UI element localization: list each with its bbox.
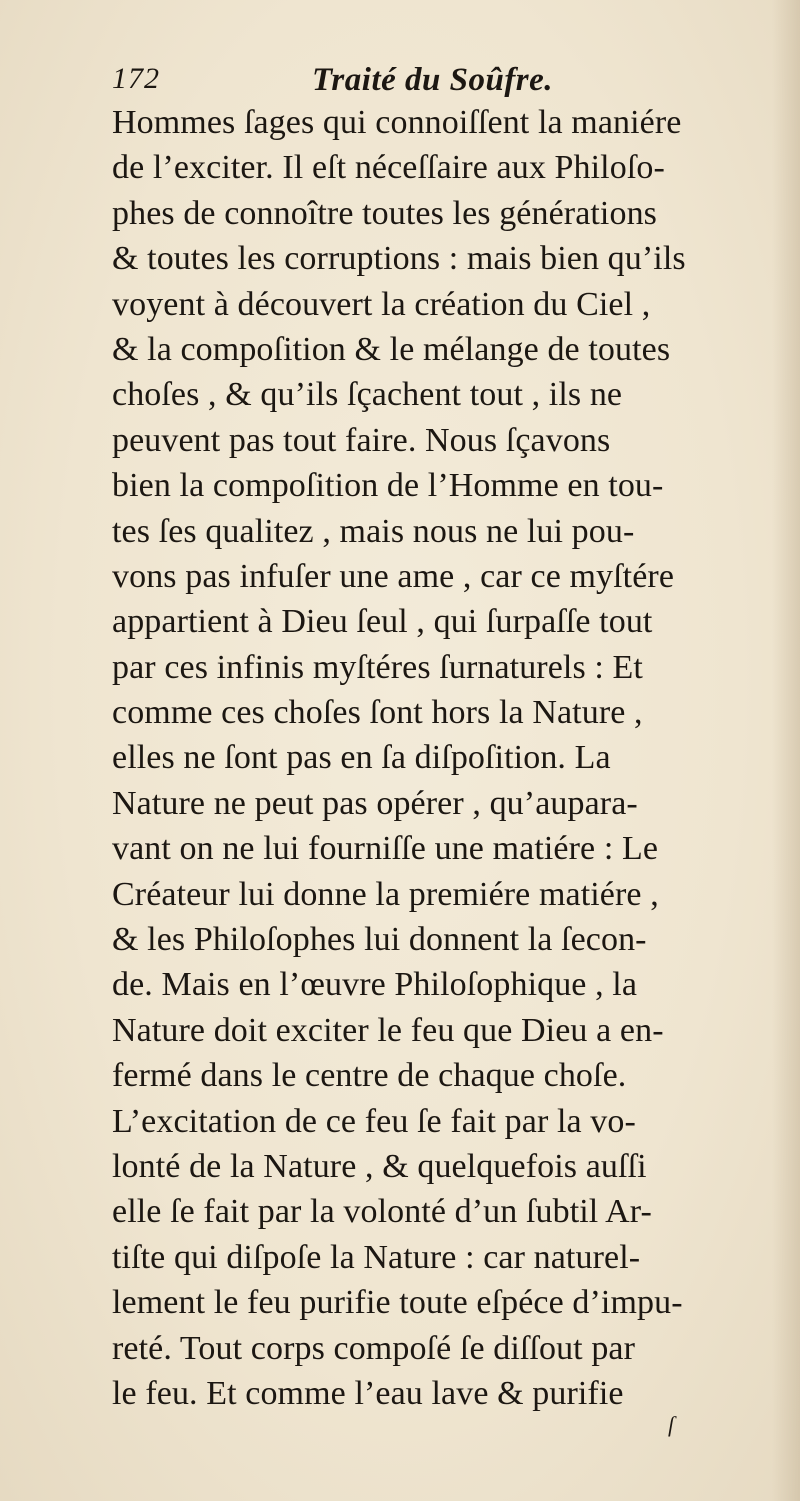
- text-line: Nature doit exciter le feu que Dieu a en-: [112, 1011, 664, 1049]
- text-line: bien la compoſition de l’Homme en tou-: [112, 467, 664, 505]
- text-line: Créateur lui donne la premiére matiére ,: [112, 875, 659, 913]
- text-line: appartient à Dieu ſeul , qui ſurpaſſe tout: [112, 603, 653, 641]
- text-line: elles ne ſont pas en ſa diſpoſition. La: [112, 739, 611, 777]
- text-line: comme ces choſes ſont hors la Nature ,: [112, 694, 643, 732]
- text-line: Hommes ſages qui connoiſſent la maniére: [112, 104, 682, 141]
- text-line: choſes , & qu’ils ſçachent tout , ils ne: [112, 376, 623, 414]
- text-line: & les Philoſophes lui donnent la ſecon-: [112, 921, 647, 959]
- text-line: lonté de la Nature , & quelquefois auſſi: [112, 1147, 647, 1185]
- text-line: elle ſe fait par la volonté d’un ſubtil Ar-: [112, 1193, 652, 1231]
- body-text: [112, 100, 792, 1416]
- text-line: & toutes les corruptions : mais bien qu’ils: [112, 240, 686, 278]
- text-line: de. Mais en l’œuvre Philoſophique , la: [112, 966, 638, 1004]
- text-line: lement le feu purifie toute eſpéce d’impu-: [112, 1284, 683, 1322]
- text-line: phes de connoître toutes les générations: [112, 194, 658, 232]
- page-number: 172: [112, 62, 160, 95]
- text-line: par ces infinis myſtéres ſurnaturels : Et: [112, 648, 643, 686]
- text-line: voyent à découvert la création du Ciel ,: [112, 285, 651, 323]
- text-line: vant on ne lui fourniſſe une matiére : Le: [112, 830, 659, 868]
- text-line: de l’exciter. Il eſt néceſſaire aux Philoſo-: [112, 149, 665, 187]
- text-line: fermé dans le centre de chaque choſe.: [112, 1057, 627, 1095]
- text-line: & la compoſition & le mélange de toutes: [112, 330, 671, 368]
- text-line: Nature ne peut pas opérer , qu’aupara-: [112, 784, 638, 822]
- text-line: reté. Tout corps compoſé ſe diſſout par: [112, 1329, 636, 1367]
- text-line: peuvent pas tout faire. Nous ſçavons: [112, 421, 611, 459]
- catchword: ſ: [668, 1412, 675, 1437]
- text-line: tiſte qui diſpoſe la Nature : car naturel-: [112, 1238, 641, 1276]
- text-line: L’excitation de ce feu ſe fait par la vo-: [112, 1102, 636, 1140]
- text-line: le feu. Et comme l’eau lave & purifie: [112, 1374, 624, 1412]
- running-title: Traité du Soûfre.: [312, 62, 554, 98]
- text-line: vons pas infuſer une ame , car ce myſtére: [112, 557, 675, 595]
- text-line: tes ſes qualitez , mais nous ne lui pou-: [112, 512, 635, 550]
